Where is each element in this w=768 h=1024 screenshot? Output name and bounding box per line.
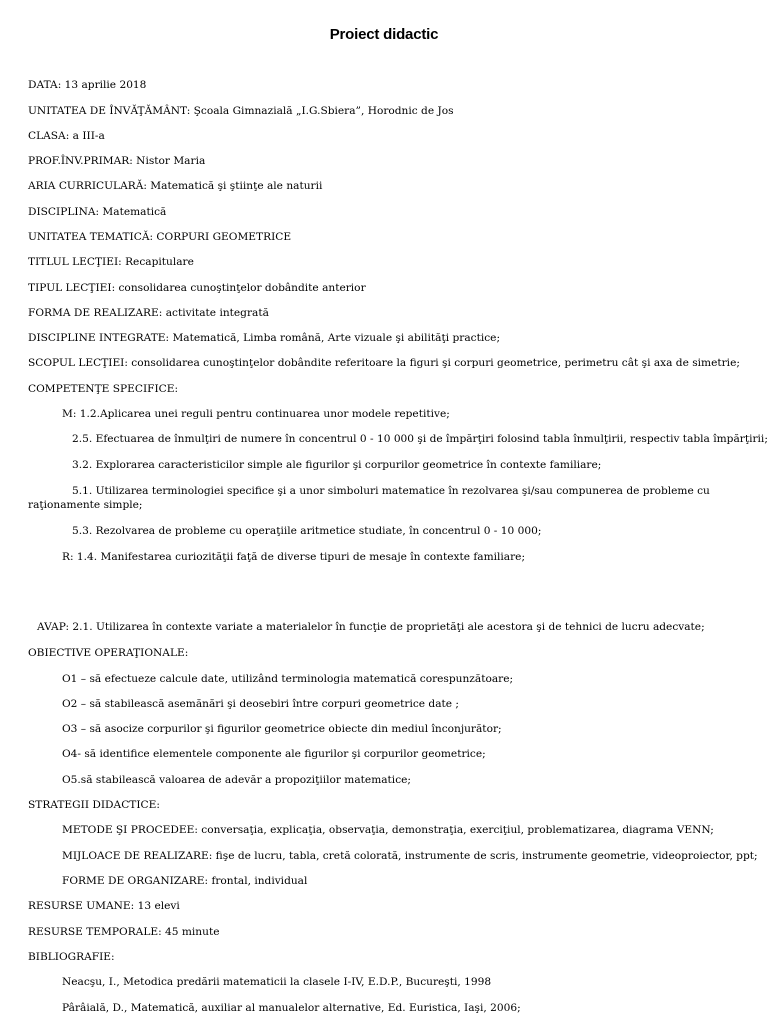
- field-titlul-lectiei: TITLUL LECŢIEI: Recapitulare: [28, 256, 194, 268]
- competenta-5-1: 5.1. Utilizarea terminologiei specifice şi a unor simboluri matematice în rezolvarea şi/sau compunerea de probleme cu raţionamente simple;: [28, 485, 710, 511]
- field-disciplina: DISCIPLINA: Matematică: [28, 206, 167, 218]
- field-aria-curriculara: ARIA CURRICULARĂ: Matematică şi ştiinţe ale naturii: [28, 180, 323, 192]
- bibliografie-item: Neacşu, I., Metodica predării matematicii la clasele I-IV, E.D.P., Bucureşti, 1998: [62, 976, 492, 988]
- resurse-temporale: RESURSE TEMPORALE: 45 minute: [28, 926, 220, 938]
- competenta-avap-2-1: AVAP: 2.1. Utilizarea în contexte variate a materialelor în funcţie de proprietăţi ale acestora şi de tehnici de lucru adecvate;: [37, 621, 705, 633]
- field-profesor: PROF.ÎNV.PRIMAR: Nistor Maria: [28, 155, 206, 167]
- competenta-3-2: 3.2. Explorarea caracteristicilor simple ale figurilor şi corpurilor geometrice în contexte familiare;: [72, 459, 602, 471]
- strategii-forme: FORME DE ORGANIZARE: frontal, individual: [62, 875, 308, 887]
- field-data: DATA: 13 aprilie 2018: [28, 79, 147, 91]
- obiectiv-o4: O4- să identifice elementele componente ale figurilor şi corpurilor geometrice;: [62, 748, 486, 760]
- field-clasa: CLASA: a III-a: [28, 130, 105, 142]
- field-unitatea-invatamant: UNITATEA DE ÎNVĂŢĂMÂNT: Şcoala Gimnazială „I.G.Sbiera”, Horodnic de Jos: [28, 105, 454, 117]
- document-title: Proiect didactic: [329, 26, 439, 43]
- strategii-mijloace: MIJLOACE DE REALIZARE: fişe de lucru, tabla, cretă colorată, instrumente de scris, instrumente geometrie, videoproiector, ppt;: [62, 850, 758, 862]
- strategii-heading: STRATEGII DIDACTICE:: [28, 799, 160, 811]
- field-tipul-lectiei: TIPUL LECŢIEI: consolidarea cunoştinţelor dobândite anterior: [28, 282, 366, 294]
- strategii-metode: METODE ŞI PROCEDEE: conversaţia, explicaţia, observaţia, demonstraţia, exerciţiul, problematizarea, diagrama VENN;: [62, 824, 714, 836]
- obiectiv-o2: O2 – să stabilească asemănări şi deosebiri între corpuri geometrice date ;: [62, 698, 459, 710]
- field-discipline-integrate: DISCIPLINE INTEGRATE: Matematică, Limba română, Arte vizuale şi abilităţi practice;: [28, 332, 501, 344]
- obiective-heading: OBIECTIVE OPERAŢIONALE:: [28, 647, 189, 659]
- competente-heading: COMPETENŢE SPECIFICE:: [28, 383, 179, 395]
- competenta-m-1-2: M: 1.2.Aplicarea unei reguli pentru continuarea unor modele repetitive;: [62, 408, 450, 420]
- bibliografie-item: Pârâială, D., Matematică, auxiliar al manualelor alternative, Ed. Euristica, Iaşi, 2006;: [62, 1002, 521, 1014]
- competenta-2-5: 2.5. Efectuarea de înmulţiri de numere în concentrul 0 - 10 000 şi de împărţiri folosind tabla înmulţirii, respectiv tabla împărţirii;: [72, 433, 768, 445]
- obiectiv-o5: O5.să stabilească valoarea de adevăr a propoziţiilor matematice;: [62, 774, 411, 786]
- competenta-r-1-4: R: 1.4. Manifestarea curiozităţii faţă de diverse tipuri de mesaje în contexte familiare;: [62, 551, 526, 563]
- bibliografie-heading: BIBLIOGRAFIE:: [28, 951, 115, 963]
- field-unitatea-tematica: UNITATEA TEMATICĂ: CORPURI GEOMETRICE: [28, 231, 292, 243]
- obiectiv-o3: O3 – să asocize corpurilor şi figurilor geometrice obiecte din mediul înconjurător;: [62, 723, 502, 735]
- field-forma-realizare: FORMA DE REALIZARE: activitate integrată: [28, 307, 269, 319]
- obiectiv-o1: O1 – să efectueze calcule date, utilizând terminologia matematică corespunzătoare;: [62, 673, 514, 685]
- resurse-umane: RESURSE UMANE: 13 elevi: [28, 900, 180, 912]
- field-scopul-lectiei: SCOPUL LECŢIEI: consolidarea cunoştinţelor dobândite referitoare la figuri şi corpuri geometrice, perimetru cât şi axa de simetrie;: [28, 357, 740, 369]
- competenta-5-3: 5.3. Rezolvarea de probleme cu operaţiile aritmetice studiate, în concentrul 0 - 10 000;: [72, 525, 542, 537]
